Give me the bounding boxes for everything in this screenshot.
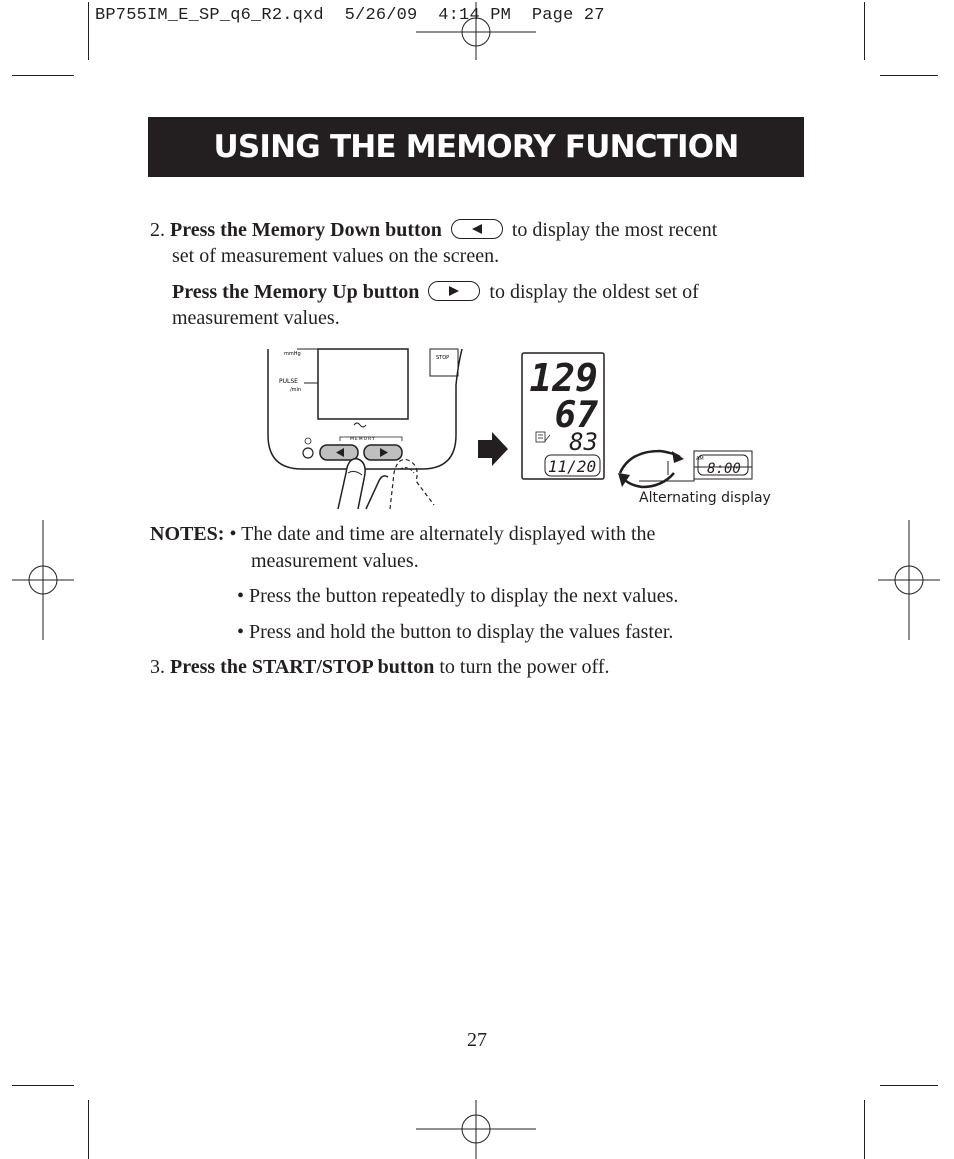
registration-mark-left (12, 520, 74, 640)
lcd-date-value: 11/20 (547, 457, 597, 476)
label-pulse: PULSE (279, 378, 298, 385)
memory-up-button-icon (428, 281, 480, 301)
crop-mark-bottom-left-h (12, 1085, 74, 1086)
lcd-time-value: 8:00 (707, 461, 741, 477)
print-slug-line: BP755IM_E_SP_q6_R2.qxd 5/26/09 4:14 PM Page 27 (95, 6, 605, 25)
note-item-2: Press the button repeatedly to display the next values. (249, 585, 679, 607)
registration-mark-top (416, 2, 536, 60)
label-memory: MEMORY (350, 437, 376, 442)
crop-mark-bottom-right-h (880, 1085, 938, 1086)
crop-mark-bottom-right-v (864, 1100, 865, 1159)
page-number: 27 (467, 1029, 487, 1051)
step-2-line-4: measurement values. (172, 307, 340, 329)
step-2-text-b: to display the oldest set of (489, 281, 699, 303)
lcd-am-label: AM (696, 456, 704, 462)
registration-mark-bottom (416, 1100, 536, 1159)
bullet-dot: • (237, 585, 250, 607)
section-banner-title: USING THE MEMORY FUNCTION (148, 117, 804, 177)
crop-mark-top-left-h (12, 75, 74, 76)
note-item-3: Press and hold the button to display the values faster. (249, 621, 674, 643)
step-3-line (150, 654, 610, 680)
label-stop: STOP (436, 355, 450, 361)
label-mmhg: mmHg (284, 351, 301, 357)
notes-line-1 (150, 521, 655, 547)
right-arrow-icon (478, 432, 508, 466)
step-2-number: 2. (150, 219, 165, 241)
memory-down-button-icon (451, 219, 503, 239)
step-3-number: 3. (150, 656, 165, 678)
step-2-line-2: set of measurement values on the screen. (172, 245, 500, 267)
start-stop-instruction: Press the START/STOP button (170, 656, 435, 678)
lcd-systolic-value: 129 (529, 356, 598, 400)
bullet-dot: • (229, 523, 242, 545)
lcd-pulse-value: 83 (569, 428, 598, 456)
lcd-diastolic-value: 67 (554, 395, 598, 436)
crop-mark-top-right-v (864, 2, 865, 60)
notes-label: NOTES: (150, 523, 225, 545)
figure-caption: Alternating display (639, 490, 771, 506)
notes-line-3 (237, 583, 678, 609)
note-item-1-continued: measurement values. (251, 550, 419, 572)
step-2-line-1 (150, 217, 717, 243)
crop-mark-top-right-h (880, 75, 938, 76)
step-2-text-a: to display the most recent (511, 219, 718, 241)
bullet-dot: • (237, 621, 250, 643)
crop-mark-bottom-left-v (88, 1100, 89, 1159)
note-item-1: The date and time are alternately displayed with the (241, 523, 656, 545)
crop-mark-top-left-v (88, 2, 89, 60)
step-3-text: to turn the power off. (439, 656, 610, 678)
step-2-line-3 (172, 279, 699, 305)
label-per-min: /min (290, 387, 302, 393)
memory-up-instruction: Press the Memory Up button (172, 281, 420, 303)
notes-line-4 (237, 619, 673, 645)
memory-down-instruction: Press the Memory Down button (170, 219, 442, 241)
registration-mark-right (878, 520, 940, 640)
